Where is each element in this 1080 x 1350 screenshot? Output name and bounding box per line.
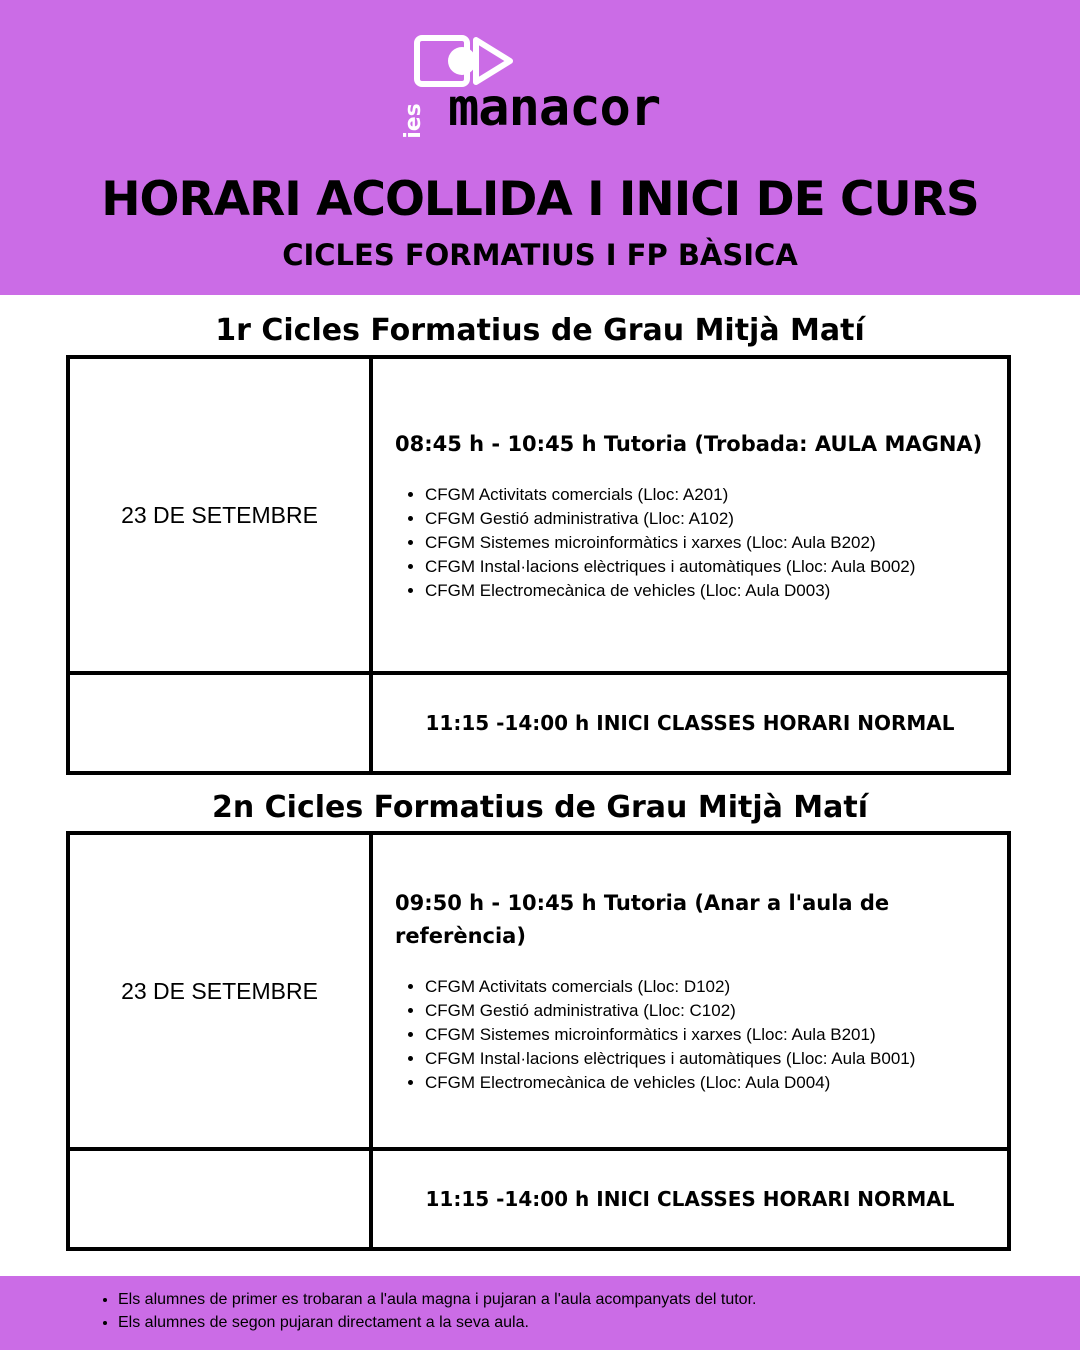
- tutoria-slot-title: 08:45 h - 10:45 h Tutoria (Trobada: AULA MAGNA): [395, 431, 983, 456]
- list-item: • CFGM Electromecànica de vehicles (Lloc: Aula D003): [425, 579, 987, 603]
- empty-cell: [68, 673, 371, 773]
- list-item: • CFGM Instal·lacions elèctriques i automàtiques (Lloc: Aula B002): [425, 555, 987, 579]
- section-2-title: 2n Cicles Formatius de Grau Mitjà Matí: [211, 790, 869, 825]
- footer-banner: [0, 1276, 1080, 1350]
- list-item: • CFGM Gestió administrativa (Lloc: A102): [425, 507, 987, 531]
- tutoria-cell: [371, 833, 1009, 1149]
- table-row: [68, 833, 1009, 1149]
- date-cell: 23 DE SETEMBRE: [68, 357, 371, 673]
- list-item: • CFGM Sistemes microinformàtics i xarxes (Lloc: Aula B202): [425, 531, 987, 555]
- tutoria-slot-title: 09:50 h - 10:45 h Tutoria (Anar a l'aula de referència): [395, 891, 890, 948]
- empty-cell: [68, 1149, 371, 1249]
- school-logo: [400, 34, 680, 146]
- logo-name: manacor: [448, 78, 661, 138]
- list-item: • CFGM Activitats comercials (Lloc: D102): [425, 975, 987, 999]
- table-row: [68, 673, 1009, 773]
- list-item: • CFGM Gestió administrativa (Lloc: C102): [425, 999, 987, 1023]
- list-item: • Els alumnes de primer es trobaran a l'aula magna i pujaran a l'aula acompanyats del tutor.: [118, 1288, 756, 1311]
- tutoria-cell: [371, 357, 1009, 673]
- cycle-list: [425, 483, 987, 603]
- page-subtitle: CICLES FORMATIUS I FP BÀSICA: [282, 238, 798, 272]
- header-banner: [0, 0, 1080, 295]
- list-item: • CFGM Sistemes microinformàtics i xarxes (Lloc: Aula B201): [425, 1023, 987, 1047]
- logo-prefix: ies: [400, 103, 426, 139]
- cycle-list: [425, 975, 987, 1095]
- list-item: • CFGM Activitats comercials (Lloc: A201): [425, 483, 987, 507]
- footer-notes: [118, 1288, 756, 1334]
- table-row: [68, 1149, 1009, 1249]
- section-1-schedule-table: [66, 355, 1011, 775]
- section-1-title: 1r Cicles Formatius de Grau Mitjà Matí: [215, 313, 865, 348]
- page-title: HORARI ACOLLIDA I INICI DE CURS: [101, 172, 979, 227]
- normal-schedule-cell: 11:15 -14:00 h INICI CLASSES HORARI NORMAL: [371, 1149, 1009, 1249]
- list-item: • Els alumnes de segon pujaran directament a la seva aula.: [118, 1311, 756, 1334]
- section-2-schedule-table: [66, 831, 1011, 1251]
- normal-schedule-cell: 11:15 -14:00 h INICI CLASSES HORARI NORMAL: [371, 673, 1009, 773]
- list-item: • CFGM Instal·lacions elèctriques i automàtiques (Lloc: Aula B001): [425, 1047, 987, 1071]
- list-item: • CFGM Electromecànica de vehicles (Lloc: Aula D004): [425, 1071, 987, 1095]
- table-row: [68, 357, 1009, 673]
- date-cell: 23 DE SETEMBRE: [68, 833, 371, 1149]
